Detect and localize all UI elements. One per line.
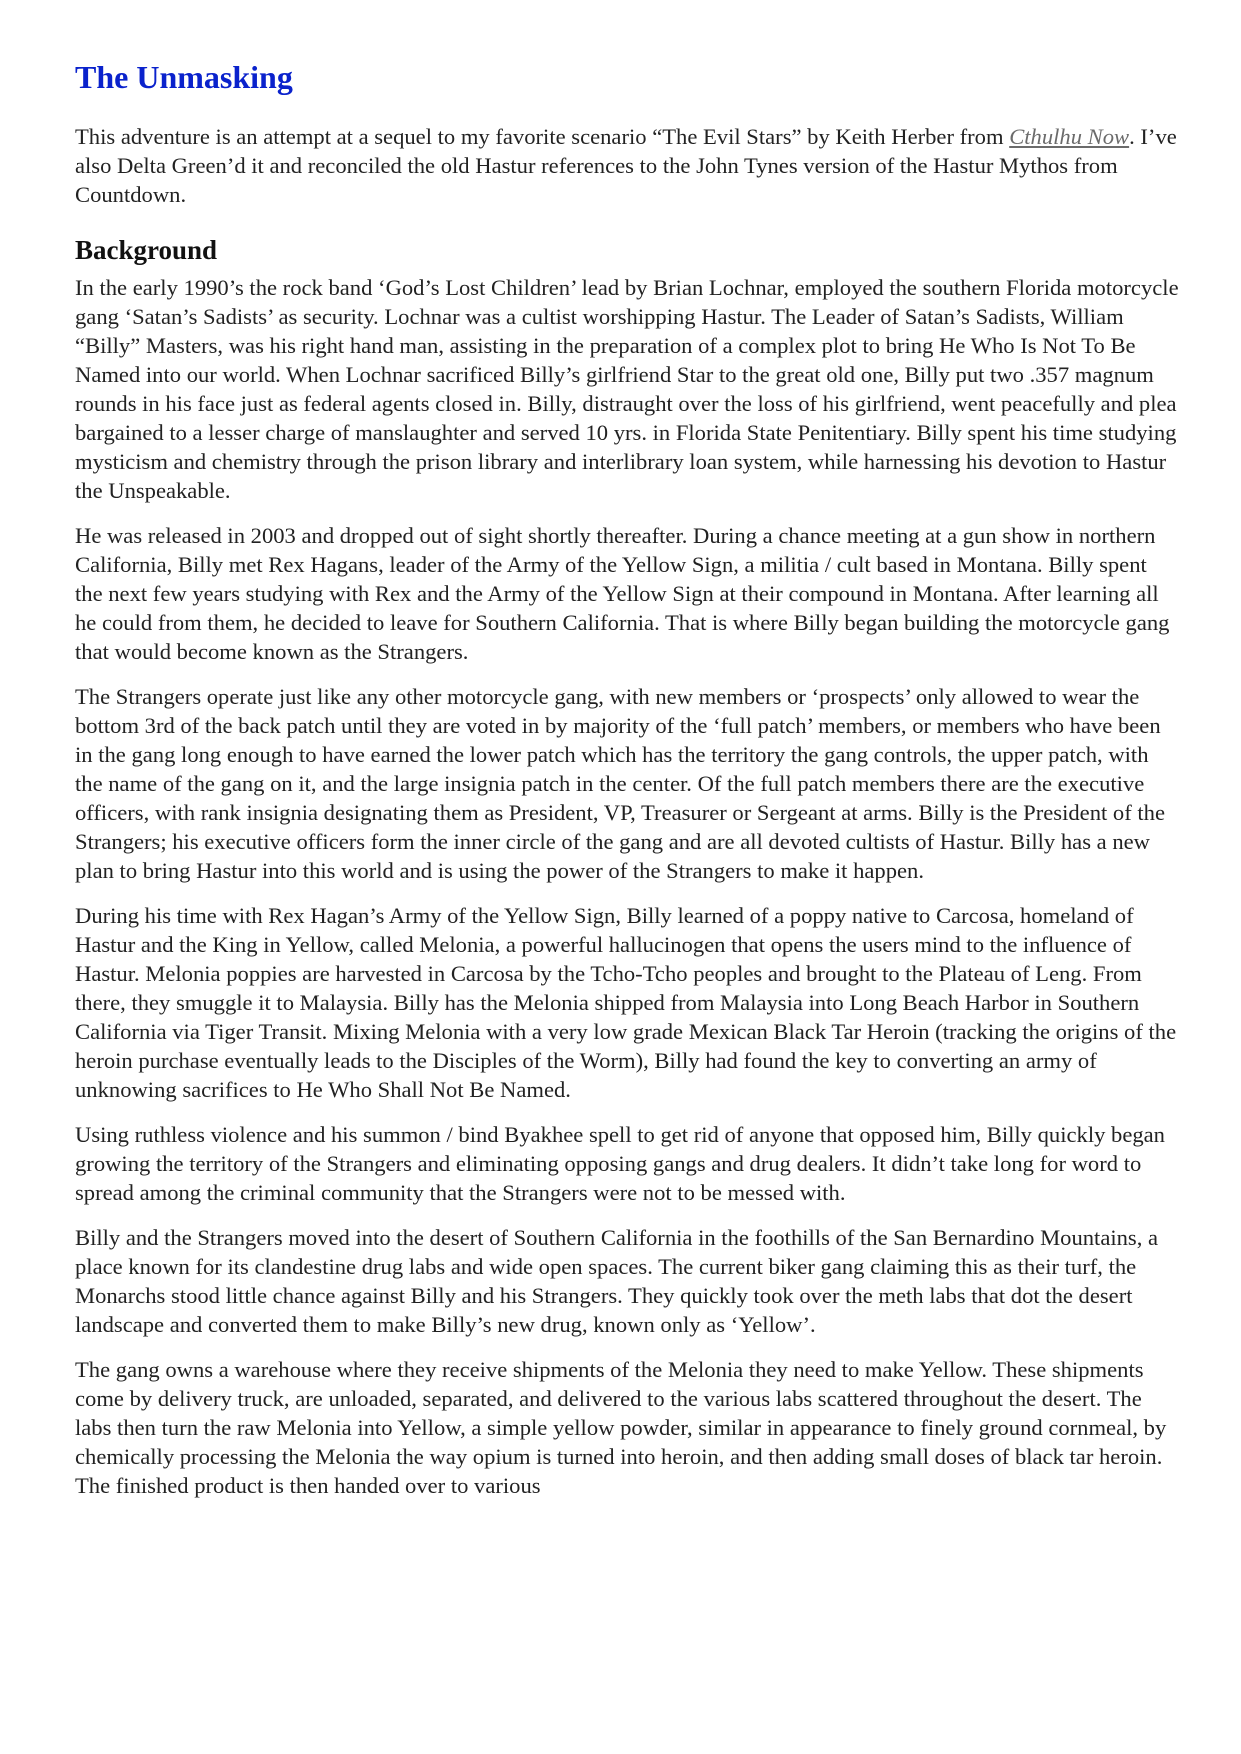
section-heading-background: Background bbox=[75, 235, 218, 265]
body-paragraph: Using ruthless violence and his summon / bind Byakhee spell to get rid of anyone that opposed him, Billy quickly began growing the territory of the Strangers and eliminating opposing gangs and drug dealers. It didn’t take long for word to spread among the criminal community that the Strangers were not to be messed with. bbox=[75, 1122, 1165, 1205]
body-paragraph: During his time with Rex Hagan’s Army of the Yellow Sign, Billy learned of a poppy native to Carcosa, homeland of Hastur and the King in Yellow, called Melonia, a powerful hallucinogen that opens the users mind to the influence of Hastur. Melonia poppies are harvested in Carcosa by the Tcho-Tcho peoples and brought to the Plateau of Leng. From there, they smuggle it to Malaysia. Billy has the Melonia shipped from Malaysia into Long Beach Harbor in Southern California via Tiger Transit. Mixing Melonia with a very low grade Mexican Black Tar Heroin (tracking the origins of the heroin purchase eventually leads to the Disciples of the Worm), Billy had found the key to converting an army of unknowing sacrifices to He Who Shall Not Be Named. bbox=[75, 903, 1177, 1102]
intro-text-start: This adventure is an attempt at a sequel to my favorite scenario “The Evil Stars” by Keith Herber from bbox=[75, 124, 1010, 149]
body-paragraph: In the early 1990’s the rock band ‘God’s Lost Children’ lead by Brian Lochnar, employed the southern Florida motorcycle gang ‘Satan’s Sadists’ as security. Lochnar was a cultist worshipping Hastur. The Leader of Satan’s Sadists, William “Billy” Masters, was his right hand man, assisting in the preparation of a complex plot to bring He Who Is Not To Be Named into our world. When Lochnar sacrificed Billy’s girlfriend Star to the great old one, Billy put two .357 magnum rounds in his face just as federal agents closed in. Billy, distraught over the loss of his girlfriend, went peacefully and plea bargained to a lesser charge of manslaughter and served 10 yrs. in Florida State Penitentiary. Billy spent his time studying mysticism and chemistry through the prison library and interlibrary loan system, while harnessing his devotion to Hastur the Unspeakable. bbox=[75, 275, 1179, 503]
body-paragraph: The Strangers operate just like any other motorcycle gang, with new members or ‘prospects’ only allowed to wear the bottom 3rd of the back patch until they are voted in by majority of the ‘full patch’ members, or members who have been in the gang long enough to have earned the lower patch which has the territory the gang controls, the upper patch, with the name of the gang on it, and the large insignia patch in the center. Of the full patch members there are the executive officers, with rank insignia designating them as President, VP, Treasurer or Sergeant at arms. Billy is the President of the Strangers; his executive officers form the inner circle of the gang and are all devoted cultists of Hastur. Billy has a new plan to bring Hastur into this world and is using the power of the Strangers to make it happen. bbox=[75, 684, 1165, 883]
cthulhu-now-link[interactable]: Cthulhu Now bbox=[1009, 124, 1130, 149]
intro-paragraph bbox=[75, 122, 1180, 209]
page-title: The Unmasking bbox=[75, 59, 293, 95]
document-page bbox=[75, 58, 1180, 1516]
intro-text-end: . I’ve also Delta Green’d it and reconciled the old Hastur references to the John Tynes version of the Hastur Mythos from Countdown. bbox=[75, 124, 1177, 207]
body-paragraph: Billy and the Strangers moved into the desert of Southern California in the foothills of the San Bernardino Mountains, a place known for its clandestine drug labs and wide open spaces. The current biker gang claiming this as their turf, the Monarchs stood little chance against Billy and his Strangers. They quickly took over the meth labs that dot the desert landscape and converted them to make Billy’s new drug, known only as ‘Yellow’. bbox=[75, 1225, 1159, 1337]
body-paragraph: The gang owns a warehouse where they receive shipments of the Melonia they need to make Yellow. These shipments come by delivery truck, are unloaded, separated, and delivered to the various labs scattered throughout the desert. The labs then turn the raw Melonia into Yellow, a simple yellow powder, similar in appearance to finely ground cornmeal, by chemically processing the Melonia the way opium is turned into heroin, and then adding small doses of black tar heroin. The finished product is then handed over to various bbox=[75, 1357, 1167, 1498]
body-paragraph: He was released in 2003 and dropped out of sight shortly thereafter. During a chance meeting at a gun show in northern California, Billy met Rex Hagans, leader of the Army of the Yellow Sign, a militia / cult based in Montana. Billy spent the next few years studying with Rex and the Army of the Yellow Sign at their compound in Montana. After learning all he could from them, he decided to leave for Southern California. That is where Billy began building the motorcycle gang that would become known as the Strangers. bbox=[75, 523, 1170, 664]
